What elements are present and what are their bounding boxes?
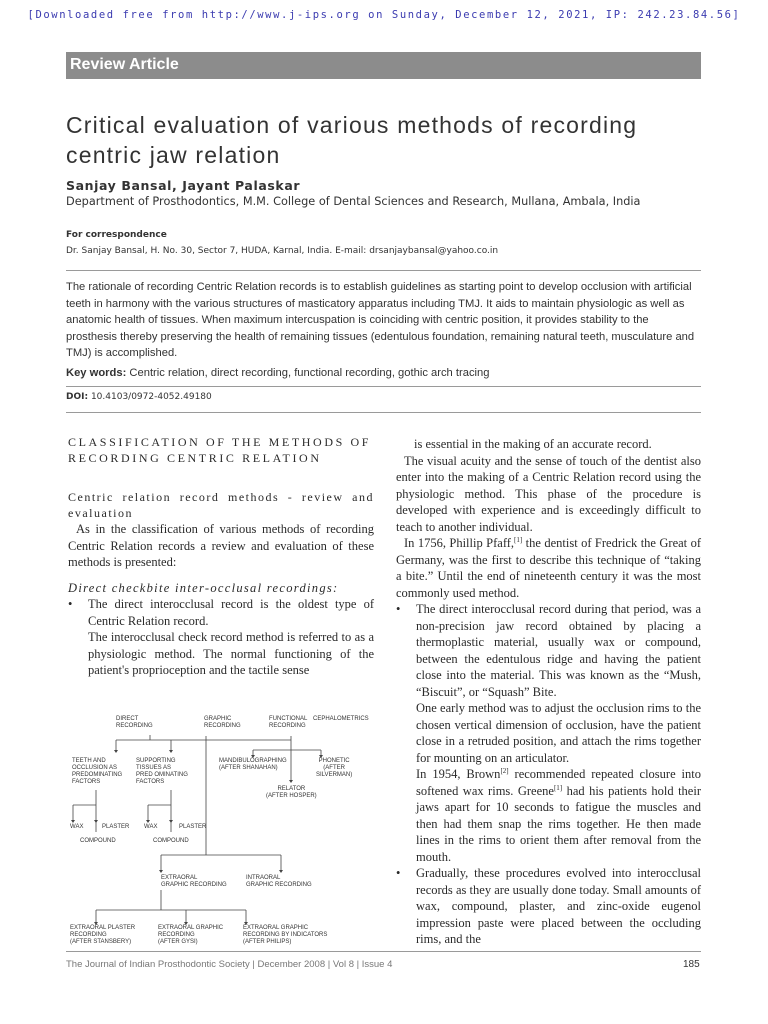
- node-cephalometrics: CEPHALOMETRICS: [313, 716, 369, 722]
- node-wax-2: WAX: [144, 824, 158, 830]
- node-phonetic: PHONETIC (AFTER SILVERMAN): [316, 758, 353, 778]
- bullet-text-continued: The interocclusal check record method is referred to as a physiologic method. The normal functioning of the patient's proprioception and the tactile sense: [88, 630, 374, 677]
- page-number: 185: [683, 959, 700, 970]
- node-intraoral-graphic: INTRAORAL GRAPHIC RECORDING: [246, 875, 312, 888]
- journal-footer: The Journal of Indian Prosthodontic Society | December 2008 | Vol 8 | Issue 4: [66, 959, 393, 970]
- divider: [66, 412, 701, 413]
- bullet-item: [396, 601, 701, 865]
- node-graphic-recording: GRAPHIC RECORDING: [204, 716, 241, 729]
- node-supporting-tissues: SUPPORTING TISSUES AS PRED OMINATING FACTORS: [136, 758, 188, 785]
- abstract: The rationale of recording Centric Relation records is to establish guidelines as starting point to develop occlusion with artificial teeth in harmony with the various structures of masticatory apparatus including TMJ. It aids to maintain physiologic as well as anatomic health of tissues. When maximum intercuspation is coinciding with centric position, it provides stability to the prosthesis thereby preserving the health of remaining tissues (edentulous foundation, remaining natural teeth, musculature and TMJ) is accomplished.: [66, 281, 695, 360]
- bullet-item: [68, 596, 374, 679]
- divider: [66, 386, 701, 387]
- paragraph: is essential in the making of an accurate record.: [414, 437, 652, 451]
- keywords-label: Key words:: [66, 367, 127, 379]
- paragraph-text: In 1954, Brown: [416, 767, 501, 781]
- affiliation: Department of Prosthodontics, M.M. College of Dental Sciences and Research, Mullana, Ambala, India: [66, 195, 641, 208]
- bullet-text-continued: [396, 766, 701, 865]
- node-extraoral-plaster: EXTRAORAL PLASTER RECORDING (AFTER STANSBERY): [70, 925, 136, 945]
- classification-diagram: [66, 700, 376, 955]
- left-column: [68, 435, 374, 679]
- bullet-text: The direct interocclusal record is the oldest type of Centric Relation record.: [88, 597, 374, 628]
- node-functional-recording: FUNCTIONAL RECORDING: [269, 716, 308, 729]
- bullet-mark: •: [68, 597, 73, 611]
- section-type-label: Review Article: [70, 56, 179, 73]
- paragraph-text: In 1756, Phillip Pfaff,: [404, 536, 515, 550]
- paragraph: [396, 535, 701, 601]
- bullet-item: [396, 865, 701, 948]
- node-relator: RELATOR (AFTER HOSPER): [266, 786, 317, 799]
- bullet-text-continued: One early method was to adjust the occlusion rims to the chosen vertical dimension of occlusion, have the patient close in a retruded position, and attach the rims together for mounting on an articulator.: [416, 701, 701, 765]
- section-type-bar: [66, 52, 701, 79]
- bullet-mark: •: [396, 602, 401, 616]
- divider: [66, 270, 701, 271]
- node-compound-2: COMPOUND: [153, 838, 189, 844]
- keywords: [66, 367, 489, 379]
- section-heading: CLASSIFICATION OF THE METHODS OF RECORDING CENTRIC RELATION: [68, 435, 372, 465]
- paragraph: The visual acuity and the sense of touch of the dentist also enter into the making of a Centric Relation record using the physiologic method. This phase of the procedure is developed with experience and is exceedingly difficult to teach to another individual.: [396, 453, 701, 534]
- subsection-heading: Centric relation record methods - review and evaluation: [68, 490, 374, 520]
- paragraph-text: recommended repeated closure into softened wax rims. Greene: [416, 767, 701, 798]
- node-extraoral-indicators: EXTRAORAL GRAPHIC RECORDING BY INDICATORS (AFTER PHILIPS): [243, 925, 328, 945]
- bullet-mark: •: [396, 866, 401, 880]
- right-column: [396, 436, 701, 948]
- node-extraoral-graphic: EXTRAORAL GRAPHIC RECORDING: [161, 875, 227, 888]
- correspondence-text: Dr. Sanjay Bansal, H. No. 30, Sector 7, HUDA, Karnal, India. E-mail: drsanjaybansal@yahoo.co.in: [66, 246, 499, 256]
- doi-label: DOI:: [66, 392, 89, 402]
- bullet-text: Gradually, these procedures evolved into interocclusal records as they are usually done today. Small amounts of wax, compound, plaster, and zinc-oxide eugenol impression paste were placed between the occluding rims, and the: [416, 866, 701, 946]
- node-wax-1: WAX: [70, 824, 84, 830]
- node-mandibulographing: MANDIBULOGRAPHING (AFTER SHANAHAN): [219, 758, 287, 771]
- authors: Sanjay Bansal, Jayant Palaskar: [66, 178, 301, 193]
- node-teeth-occlusion: TEETH AND OCCLUSION AS PREDOMINATING FACTORS: [72, 758, 123, 785]
- node-extraoral-graphic-gysi: EXTRAORAL GRAPHIC RECORDING (AFTER GYSI): [158, 925, 224, 945]
- paragraph-text: had his patients hold their jaws apart for 10 seconds to fatigue the muscles and then had them snap the rims together. He then made lines in the rims to orient them after removal from the mouth.: [416, 783, 701, 864]
- divider: [66, 951, 701, 952]
- citation: [2]: [500, 766, 509, 775]
- bullet-text: The direct interocclusal record during that period, was a non-precision jaw record obtained by placing a thermoplastic material, usually wax or compound, between the edentulous ridge and having the patient close into the material. This was known as the “Mush, “Biscuit”, or “Squash” Bite.: [416, 602, 701, 699]
- doi: [66, 392, 212, 402]
- node-compound-1: COMPOUND: [80, 838, 116, 844]
- node-plaster-2: PLASTER: [179, 824, 207, 830]
- italic-heading: Direct checkbite inter-occlusal recordings:: [68, 580, 339, 595]
- node-direct-recording: DIRECT RECORDING: [116, 716, 153, 729]
- keywords-text: Centric relation, direct recording, functional recording, gothic arch tracing: [129, 367, 490, 379]
- citation: [1]: [514, 535, 523, 544]
- article-title: Critical evaluation of various methods of recording centric jaw relation: [66, 112, 638, 168]
- citation: [1]: [553, 783, 563, 792]
- intro-paragraph: As in the classification of various methods of recording Centric Relation records a review and evaluation of these methods is presented:: [68, 522, 374, 569]
- paragraph-text: the dentist of Fredrick the Great of Germany, was the first to describe this technique of “taking a bite.” Until the end of nineteenth century it was the most commonly used method.: [396, 536, 701, 600]
- correspondence-heading: For correspondence: [66, 230, 167, 240]
- doi-text: 10.4103/0972-4052.49180: [90, 392, 212, 402]
- node-plaster-1: PLASTER: [102, 824, 130, 830]
- download-banner: [Downloaded free from http://www.j-ips.org on Sunday, December 12, 2021, IP: 242.23.84.56]: [27, 9, 741, 21]
